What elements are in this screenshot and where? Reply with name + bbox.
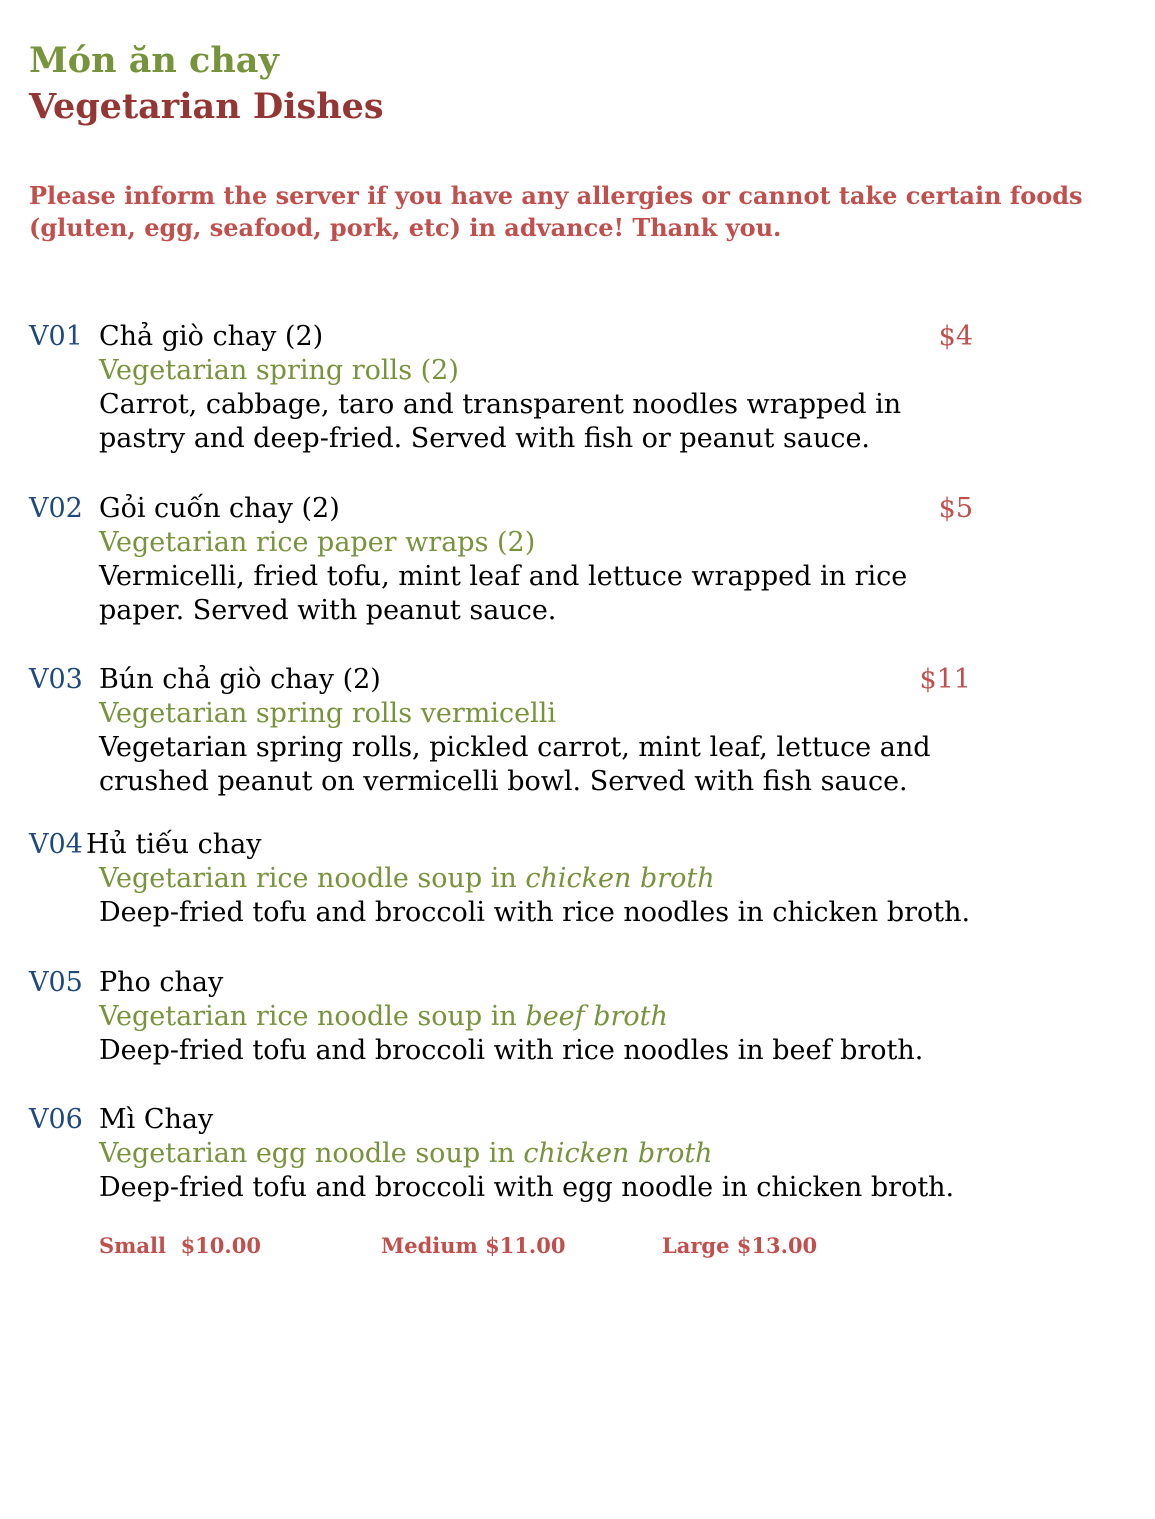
item-code: V01 xyxy=(29,321,83,352)
title-vietnamese: Món ăn chay xyxy=(29,40,279,81)
size-price-medium: Medium $11.00 xyxy=(381,1233,566,1258)
size-price-small: Small $10.00 xyxy=(99,1233,261,1258)
item-english-name xyxy=(99,1000,668,1034)
item-english-name xyxy=(99,862,715,896)
item-english-name-text: Vegetarian rice noodle soup in xyxy=(99,863,526,894)
item-description: Deep-fried tofu and broccoli with rice noodles in beef broth. xyxy=(99,1035,924,1066)
item-english-name-broth: beef broth xyxy=(525,1001,668,1032)
item-description: Vegetarian spring rolls, pickled carrot, mint leaf, lettuce and crushed peanut on vermicelli bowl. Served with fish sauce. xyxy=(99,732,931,797)
item-english-name: Vegetarian rice paper wraps (2) xyxy=(99,527,536,558)
item-english-name: Vegetarian spring rolls vermicelli xyxy=(99,698,557,729)
item-code: V06 xyxy=(29,1104,83,1135)
title-english: Vegetarian Dishes xyxy=(29,86,384,127)
size-price-large: Large $13.00 xyxy=(662,1233,818,1258)
item-english-name: Vegetarian spring rolls (2) xyxy=(99,355,459,386)
item-vietnamese-name: Hủ tiếu chay xyxy=(86,829,262,860)
item-vietnamese-name: Pho chay xyxy=(99,967,224,998)
size-price-row xyxy=(0,1233,1155,1263)
item-description: Carrot, cabbage, taro and transparent noodles wrapped in pastry and deep-fried. Served with fish or peanut sauce. xyxy=(99,389,902,454)
item-english-name-broth: chicken broth xyxy=(525,863,715,894)
item-code: V02 xyxy=(29,493,83,524)
item-price: $4 xyxy=(938,321,973,352)
item-code: V03 xyxy=(29,664,83,695)
item-vietnamese-name: Gỏi cuốn chay (2) xyxy=(99,493,340,524)
item-price: $5 xyxy=(938,493,973,524)
item-english-name-text: Vegetarian rice noodle soup in xyxy=(99,1001,526,1032)
item-english-name xyxy=(99,1137,713,1171)
item-description: Deep-fried tofu and broccoli with egg noodle in chicken broth. xyxy=(99,1172,955,1203)
allergy-notice: Please inform the server if you have any allergies or cannot take certain foods (gluten, egg, seafood, pork, etc) in advance! Thank you. xyxy=(29,181,1083,242)
item-code: V05 xyxy=(29,967,83,998)
item-english-name-text: Vegetarian egg noodle soup in xyxy=(99,1138,524,1169)
item-price: $11 xyxy=(919,664,971,695)
item-vietnamese-name: Mì Chay xyxy=(99,1104,214,1135)
item-description: Vermicelli, fried tofu, mint leaf and lettuce wrapped in rice paper. Served with peanut sauce. xyxy=(99,561,908,626)
item-vietnamese-name: Chả giò chay (2) xyxy=(99,321,324,352)
item-english-name-broth: chicken broth xyxy=(523,1138,713,1169)
item-description: Deep-fried tofu and broccoli with rice noodles in chicken broth. xyxy=(99,897,971,928)
item-code: V04 xyxy=(29,829,83,860)
item-vietnamese-name: Bún chả giò chay (2) xyxy=(99,664,381,695)
